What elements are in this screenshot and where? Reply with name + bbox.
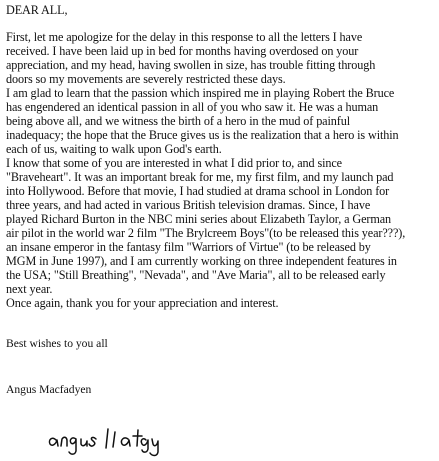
letter-line-10: I know that some of you are interested in what I did prior to, and since (6, 156, 342, 170)
letter-line-14: played Richard Burton in the NBC mini series about Elizabeth Taylor, a German (6, 212, 392, 226)
letter-line-3: appreciation, and my head, having swollen in size, has trouble fitting through (6, 58, 376, 72)
letter-line-8: inadequacy; the hope that the Bruce gives us is the realization that a hero is within (6, 128, 399, 142)
letter-line-15: air pilot in the world war 2 film "The Brylcreem Boys"(to be released this year???), (6, 226, 406, 240)
salutation: DEAR ALL, (6, 3, 68, 17)
letter-line-5: I am glad to learn that the passion which inspired me in playing Robert the Bruce (6, 86, 395, 100)
letter-line-20: Once again, thank you for your appreciation and interest. (6, 296, 279, 310)
letter-line-6: has engendered an identical passion in all of you who saw it. He was a human (6, 100, 379, 114)
letter-line-1: First, let me apologize for the delay in this response to all the letters I have (6, 30, 363, 44)
letter-line-17: MGM in June 1997), and I am currently working on three independent features in (6, 254, 397, 268)
letter-line-18: the USA; "Still Breathing", "Nevada", and "Ave Maria", all to be released early (6, 268, 386, 282)
letter-line-16: an insane emperor in the fantasy film "Warriors of Virtue" (to be released by (6, 240, 371, 254)
letter-line-9: each of us, waiting to walk upon God's earth. (6, 142, 222, 156)
letter-line-7: being above all, and we witness the birth of a hero in the mud of painful (6, 114, 351, 128)
closing: Best wishes to you all (6, 337, 108, 350)
signer-name: Angus Macfadyen (6, 383, 92, 396)
handwritten-signature (46, 424, 196, 458)
letter-line-11: "Braveheart". It was an important break for me, my first film, and my launch pad (6, 170, 394, 184)
letter-line-12: into Hollywood. Before that movie, I had studied at drama school in London for (6, 184, 390, 198)
letter-line-4: doors so my movements are severely restricted these days. (6, 72, 286, 86)
letter-line-13: three years, and had acted in various British television dramas. Since, I have (6, 198, 371, 212)
letter-line-19: next year. (6, 282, 53, 296)
letter-line-2: received. I have been laid up in bed for months having overdosed on your (6, 44, 359, 58)
